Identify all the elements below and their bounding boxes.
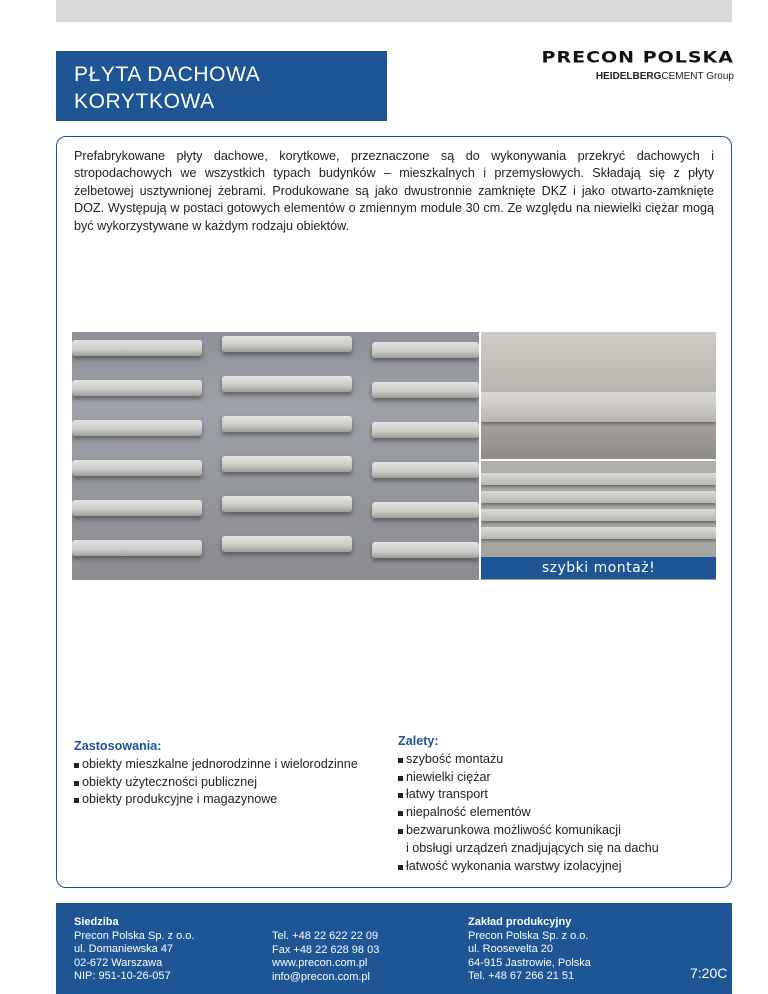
slab bbox=[222, 336, 352, 352]
footer-contact bbox=[272, 930, 379, 984]
list-item: obiekty produkcyjne i magazynowe bbox=[74, 791, 394, 809]
footer-headquarters bbox=[74, 916, 194, 984]
footer-plant-line: 64-915 Jastrowie, Polska bbox=[468, 956, 591, 969]
footer-production-plant bbox=[468, 916, 591, 984]
footer-email-link[interactable]: info@precon.com.pl bbox=[272, 970, 370, 983]
slab bbox=[222, 416, 352, 432]
document-code: 7:20C bbox=[690, 965, 728, 981]
footer-plant-heading: Zakład produkcyjny bbox=[468, 916, 572, 928]
list-item: szybość montażu bbox=[398, 751, 718, 769]
footer-website-link[interactable]: www.precon.com.pl bbox=[272, 957, 368, 970]
list-item-text: bezwarunkowa możliwość komunikacji bbox=[406, 822, 621, 837]
fast-assembly-banner: szybki montaż! bbox=[481, 557, 716, 579]
footer-phone: Tel. +48 22 622 22 09 bbox=[272, 930, 379, 942]
slab bbox=[372, 342, 479, 358]
title-box bbox=[56, 51, 387, 121]
list-item: niepalność elementów bbox=[398, 804, 718, 822]
slab bbox=[72, 540, 202, 556]
page-title-line-1: PŁYTA DACHOWA bbox=[74, 63, 261, 86]
footer-hq-line: 02-672 Warszawa bbox=[74, 956, 163, 969]
usage-section bbox=[74, 738, 394, 809]
slab bbox=[372, 462, 479, 478]
product-photo-stacked-slabs bbox=[72, 332, 479, 580]
slab bbox=[372, 502, 479, 518]
logo-brand: PRECON POLSKA bbox=[541, 48, 734, 67]
list-item: obiekty mieszkalne jednorodzinne i wielorodzinne bbox=[74, 756, 394, 774]
logo-group-rest: CEMENT Group bbox=[661, 71, 734, 82]
usage-list bbox=[74, 756, 394, 809]
footer-hq-line: Precon Polska Sp. z o.o. bbox=[74, 929, 195, 942]
advantages-list bbox=[398, 751, 718, 876]
footer-plant-line: ul. Roosevelta 20 bbox=[468, 943, 553, 956]
top-gray-bar bbox=[56, 0, 732, 22]
slab bbox=[481, 509, 716, 521]
footer-hq-line: NIP: 951-10-26-057 bbox=[74, 970, 171, 983]
footer-plant-line: Precon Polska Sp. z o.o. bbox=[468, 929, 589, 942]
slab bbox=[481, 392, 716, 422]
page-title-line-2: KORYTKOWA bbox=[74, 90, 215, 113]
logo-group bbox=[524, 71, 734, 82]
slab bbox=[372, 382, 479, 398]
footer-hq-line: ul. Domaniewska 47 bbox=[74, 943, 174, 956]
slab bbox=[222, 496, 352, 512]
slab bbox=[222, 536, 352, 552]
slab bbox=[372, 542, 479, 558]
slab bbox=[72, 500, 202, 516]
slab bbox=[481, 527, 716, 539]
precon-logo bbox=[524, 48, 734, 92]
slab bbox=[72, 340, 202, 356]
footer-plant-line: Tel. +48 67 266 21 51 bbox=[468, 970, 575, 983]
list-item: łatwość wykonania warstwy izolacyjnej bbox=[398, 858, 718, 876]
product-photo-slab-closeup bbox=[481, 332, 716, 459]
logo-group-bold: HEIDELBERG bbox=[595, 71, 662, 82]
slab bbox=[72, 460, 202, 476]
slab bbox=[481, 491, 716, 503]
advantages-section bbox=[398, 733, 718, 875]
footer-fax: Fax +48 22 628 98 03 bbox=[272, 943, 380, 956]
slab bbox=[222, 456, 352, 472]
usage-heading: Zastosowania: bbox=[74, 739, 162, 753]
slab bbox=[372, 422, 479, 438]
footer-hq-heading: Siedziba bbox=[74, 916, 119, 928]
slab bbox=[222, 376, 352, 392]
list-item-continuation: i obsługi urządzeń znadjujących się na dachu bbox=[406, 840, 659, 855]
list-item: niewielki ciężar bbox=[398, 769, 718, 787]
slab bbox=[481, 473, 716, 485]
slab bbox=[72, 380, 202, 396]
advantages-heading: Zalety: bbox=[398, 734, 439, 748]
list-item: łatwy transport bbox=[398, 786, 718, 804]
footer bbox=[56, 903, 732, 994]
list-item: obiekty użyteczności publicznej bbox=[74, 774, 394, 792]
list-item bbox=[398, 822, 718, 858]
intro-paragraph: Prefabrykowane płyty dachowe, korytkowe, przeznaczone są do wykonywania przekryć dachowych i stropodachowych we wszystkich typach budynków – mieszkalnych i przemysłowych. Składają się z płyty żelbetowej usztywnionej żebrami. Produkowane są jako dwustronnie zamknięte DKZ i jako otwarto-zamknięte DOZ. Występują w postaci gotowych elementów o zmiennym module 30 cm. Ze względu na niewielki ciężar mogą być wykorzystywane w każdym rodzaju obiektów. bbox=[74, 149, 714, 233]
slab bbox=[72, 420, 202, 436]
